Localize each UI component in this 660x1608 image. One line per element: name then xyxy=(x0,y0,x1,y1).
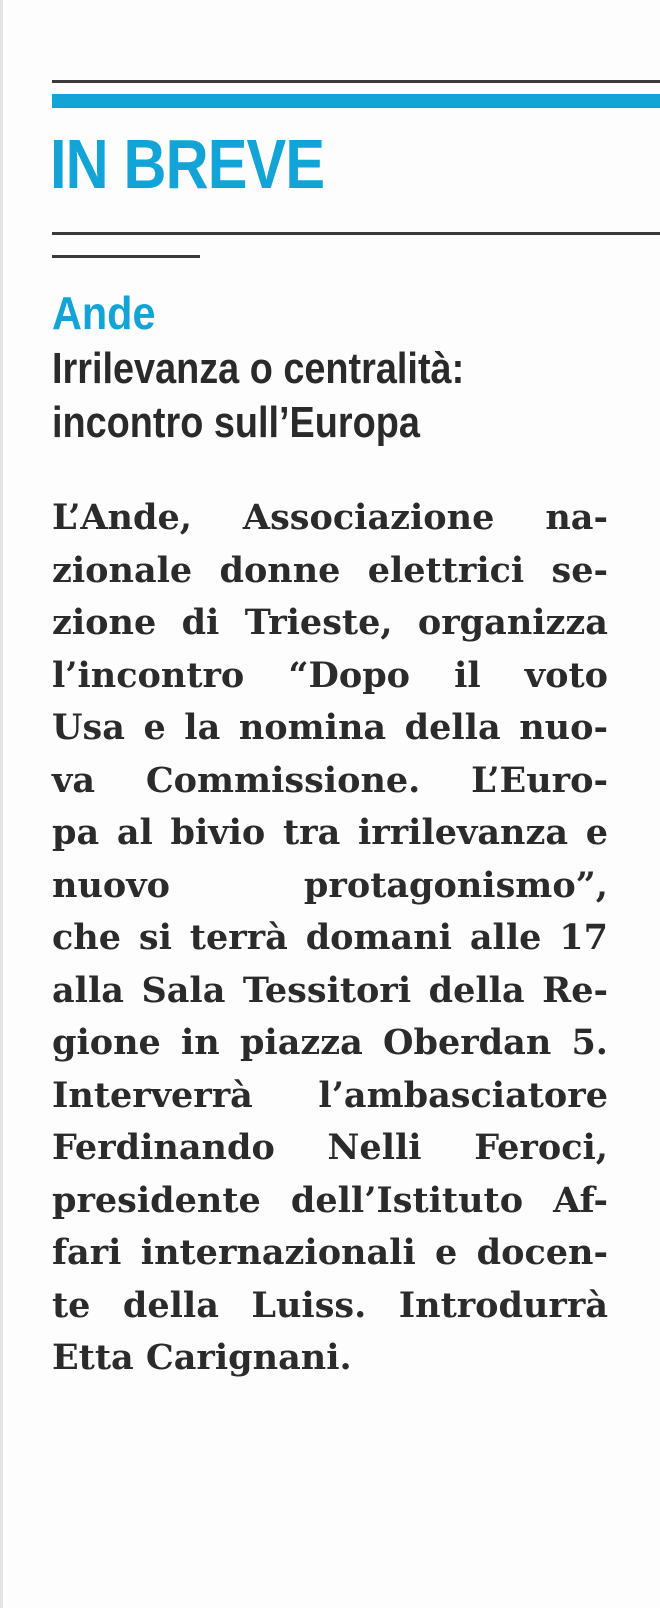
headline-line: Irrilevanza o centralità: xyxy=(52,344,465,393)
body-line: Ferdinando Nelli Feroci, xyxy=(52,1127,608,1168)
body-line: te della Luiss. Introdurrà xyxy=(52,1284,608,1326)
body-line: fari internazionali e docen- xyxy=(52,1232,608,1273)
body-line: zione di Trieste, organizza xyxy=(52,602,608,643)
article-kicker: Ande xyxy=(52,287,156,339)
section-title: IN BREVE xyxy=(50,125,325,203)
body-line: gione in piazza Oberdan 5. xyxy=(52,1022,608,1063)
body-line: zionale donne elettrici se- xyxy=(52,549,608,591)
body-line: nuovo protagonismo”, xyxy=(52,864,608,906)
top-accent-bar xyxy=(52,94,660,108)
article-headline xyxy=(52,342,464,450)
body-line: presidente dell’Istituto Af- xyxy=(52,1179,608,1221)
body-line: va Commissione. L’Euro- xyxy=(52,759,608,801)
headline-line: incontro sull’Europa xyxy=(52,398,420,447)
top-thin-rule xyxy=(52,80,660,83)
page-edge xyxy=(0,0,3,1608)
body-line: L’Ande, Associazione na- xyxy=(52,497,608,538)
body-line: Usa e la nomina della nuo- xyxy=(52,707,608,748)
short-divider xyxy=(52,255,200,258)
body-line: che si terrà domani alle 17 xyxy=(52,917,608,958)
body-line: pa al bivio tra irrilevanza e xyxy=(52,812,608,853)
body-line: Interverrà l’ambasciatore xyxy=(52,1074,608,1116)
article-body xyxy=(52,492,608,1385)
body-line: l’incontro “Dopo il voto xyxy=(52,654,608,696)
title-divider xyxy=(52,232,660,235)
body-line: Etta Carignani. xyxy=(52,1337,352,1378)
body-line: alla Sala Tessitori della Re- xyxy=(52,969,608,1011)
